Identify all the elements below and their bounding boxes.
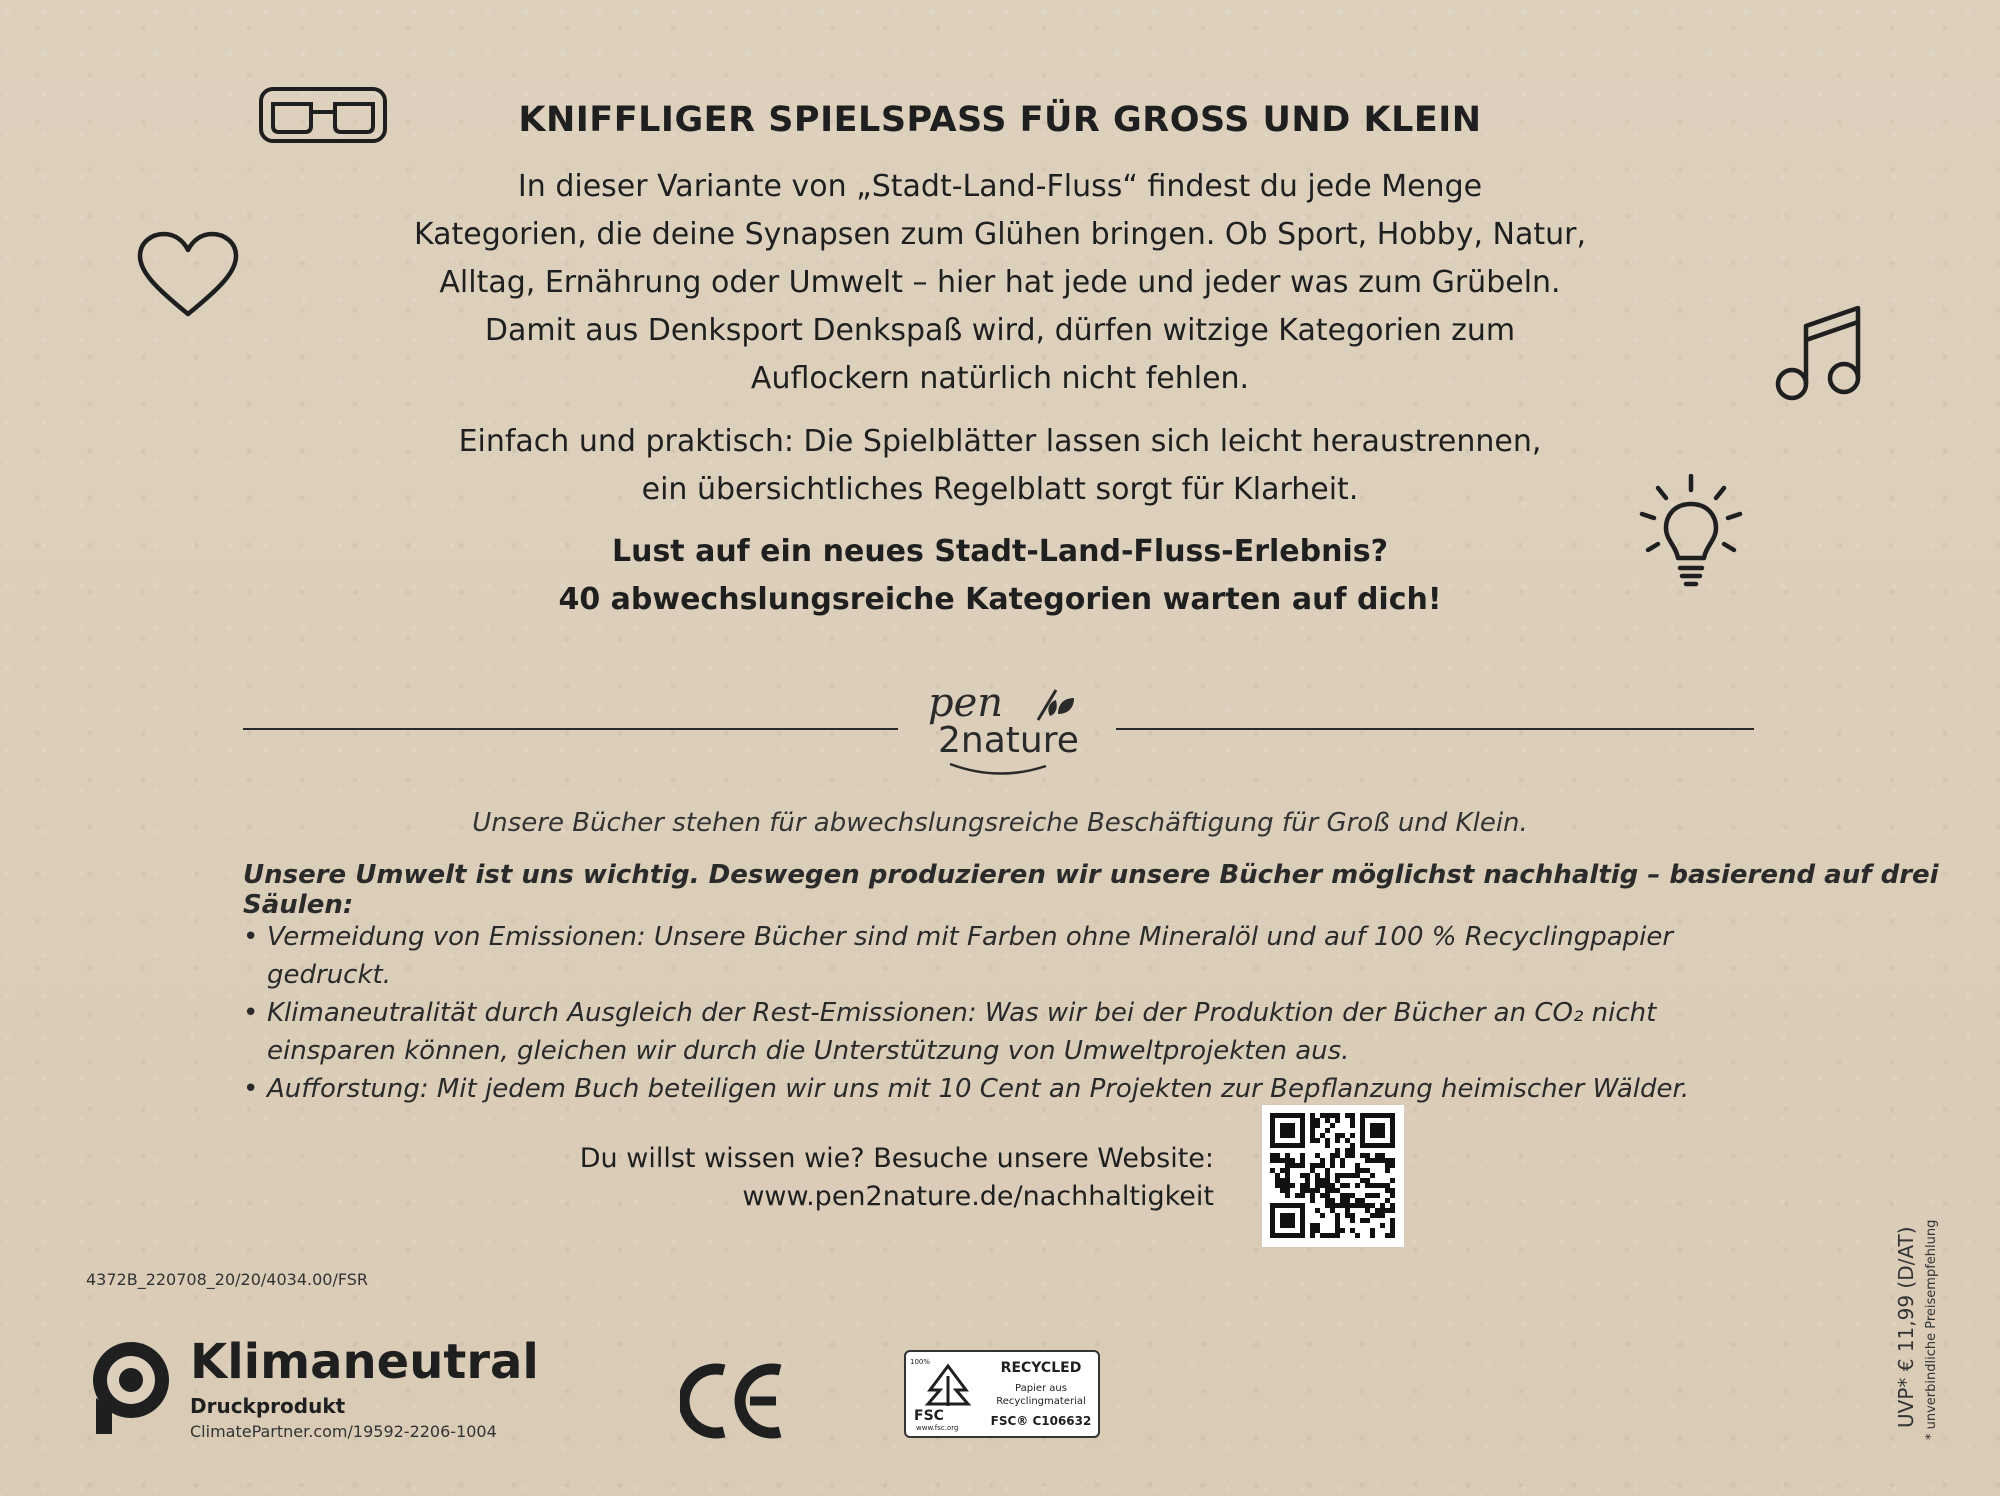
- fsc-cert: FSC® C106632: [990, 1414, 1092, 1428]
- intro-line: Damit aus Denksport Denkspaß wird, dürfen witzige Kategorien zum: [484, 313, 1516, 348]
- sustainability-list: [243, 918, 1783, 1108]
- pen2nature-logo: [918, 680, 1108, 780]
- fsc-tree-icon: [920, 1362, 976, 1408]
- climate-url: ClimatePartner.com/19592-2206-1004: [190, 1422, 497, 1441]
- environment-lead: Unsere Umwelt ist uns wichtig. Deswegen produzieren wir unsere Bücher möglichst nachhaltig – basierend auf drei Säulen:: [243, 860, 1939, 920]
- fsc-label: FSC: [914, 1408, 944, 1424]
- cta-line: Lust auf ein neues Stadt-Land-Fluss-Erlebnis?: [611, 534, 1389, 569]
- product-code: 4372B_220708_20/20/4034.00/FSR: [86, 1270, 369, 1289]
- list-item: • Aufforstung: Mit jedem Buch beteiligen wir uns mit 10 Cent an Projekten zur Bepflanzung heimischer Wälder.: [243, 1070, 1783, 1108]
- price-note: * unverbindliche Preisempfehlung: [1924, 1219, 1939, 1440]
- divider-right: [1116, 728, 1754, 730]
- climate-partner-icon: [86, 1338, 176, 1438]
- climate-sub: Druckprodukt: [190, 1394, 346, 1418]
- price: UVP* € 11,99 (D/AT): [1894, 1226, 1918, 1428]
- fsc-paper: Papier aus Recyclingmaterial: [996, 1383, 1086, 1407]
- climate-neutral-badge: [86, 1334, 566, 1448]
- intro-line: Kategorien, die deine Synapsen zum Glühen bringen. Ob Sport, Hobby, Natur,: [414, 217, 1586, 252]
- logo-pen: pen: [928, 680, 1004, 726]
- intro-line: Alltag, Ernährung oder Umwelt – hier hat jede und jeder was zum Grübeln.: [439, 265, 1561, 300]
- ce-mark: [680, 1362, 786, 1440]
- intro-paragraph: [0, 163, 2000, 403]
- climate-word: Klimaneutral: [190, 1334, 539, 1390]
- fsc-org: www.fsc.org: [916, 1424, 959, 1432]
- tagline: Unsere Bücher stehen für abwechslungsreiche Beschäftigung für Groß und Klein.: [472, 808, 1528, 838]
- logo-2nature: 2nature: [938, 720, 1079, 761]
- website-block: [580, 1140, 1214, 1216]
- practical-line: ein übersichtliches Regelblatt sorgt für Klarheit.: [641, 472, 1359, 507]
- practical-paragraph: [0, 418, 2000, 514]
- list-item: • Klimaneutralität durch Ausgleich der Rest-Emissionen: Was wir bei der Produktion der Bücher an CO₂ nicht einsparen können, gleichen wir durch die Unterstützung von Umweltprojekten aus.: [243, 994, 1783, 1070]
- cta-paragraph: [0, 528, 2000, 624]
- logo-swoosh: [948, 762, 1048, 778]
- qr-code[interactable]: [1262, 1105, 1404, 1247]
- website-url[interactable]: www.pen2nature.de/nachhaltigkeit: [742, 1181, 1214, 1212]
- divider-left: [243, 728, 898, 730]
- website-prompt: Du willst wissen wie? Besuche unsere Website:: [579, 1143, 1214, 1174]
- intro-line: In dieser Variante von „Stadt-Land-Fluss“ findest du jede Menge: [517, 169, 1483, 204]
- fsc-percent: 100%: [910, 1358, 931, 1366]
- cta-line: 40 abwechslungsreiche Kategorien warten auf dich!: [558, 582, 1442, 617]
- leaf-icon: [1036, 686, 1076, 722]
- list-item: • Vermeidung von Emissionen: Unsere Bücher sind mit Farben ohne Mineralöl und auf 100 % Recyclingpapier gedruckt.: [243, 918, 1783, 994]
- page-title: KNIFFLIGER SPIELSPASS FÜR GROSS UND KLEIN: [518, 100, 1482, 140]
- fsc-recycled-badge: [904, 1350, 1100, 1438]
- practical-line: Einfach und praktisch: Die Spielblätter lassen sich leicht heraustrennen,: [458, 424, 1542, 459]
- intro-line: Auflockern natürlich nicht fehlen.: [750, 361, 1250, 396]
- fsc-recycled: RECYCLED: [1000, 1360, 1082, 1376]
